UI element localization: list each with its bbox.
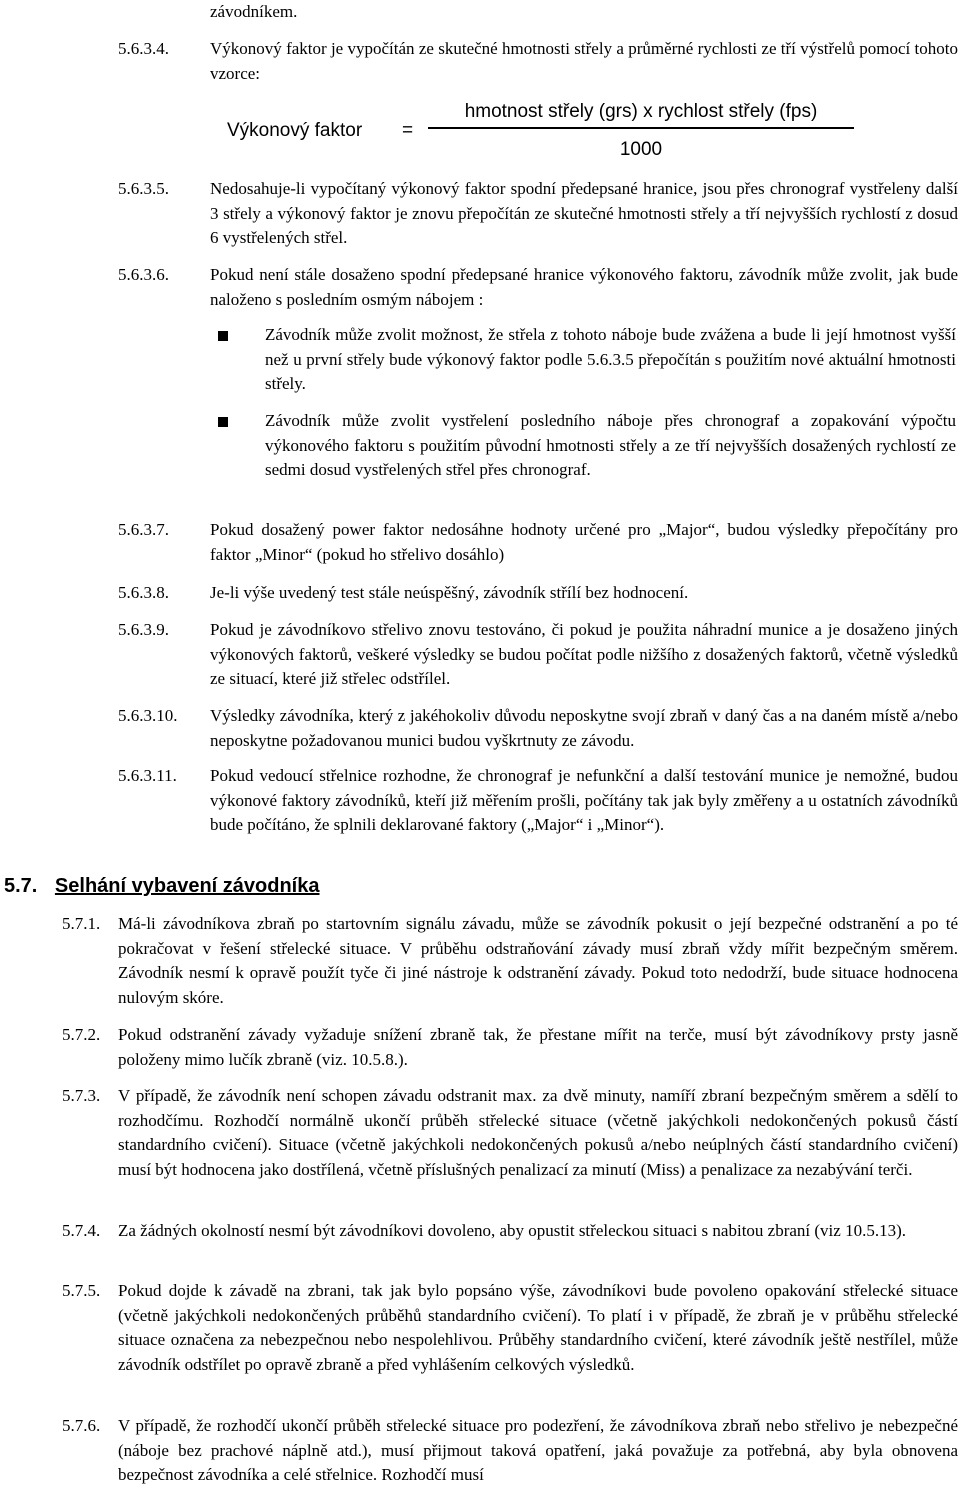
paragraph-number: 5.7.6. [62,1416,101,1435]
paragraph-5-6-3-9 [118,618,958,692]
paragraph-text: Pokud dosažený power faktor nedosáhne hodnoty určené pro „Major“, budou výsledky přepočítány pro faktor „Minor“ (pokud ho střelivo dosáhlo) [210,520,958,564]
paragraph-text: Pokud není stále dosaženo spodní předepsané hranice výkonového faktoru, závodník může zvolit, jak bude naloženo s posledním osmým nábojem : [210,265,958,309]
section-heading-5-7 [4,874,319,898]
paragraph-number: 5.7.1. [62,914,101,933]
square-bullet-icon [218,331,228,341]
formula-lhs: Výkonový faktor [227,120,363,141]
paragraph-5-7-5 [62,1279,958,1377]
paragraph-text: Za žádných okolností nesmí být závodníkovi dovoleno, aby opustit střeleckou situaci s nabitou zbraní (viz 10.5.13). [118,1221,906,1240]
paragraph-text: Výsledky závodníka, který z jakéhokoliv důvodu neposkytne svojí zbraň v daný čas a na daném místě a/nebo neposkytne požadovanou munici budou vyškrtnuty ze závodu. [210,706,958,750]
paragraph-number: 5.6.3.6. [118,265,169,284]
paragraph-text: V případě, že závodník není schopen závadu odstranit max. za dvě minuty, namíří zbraní bezpečným směrem a sdělí to rozhodčímu. Rozhodčí normálně ukončí průběh střelecké situace (včetně jakýchkoli nedokončených pokusů částí standardního cvičení). Situace (včetně jakýchkoli nedokončených pokusů a/nebo neúplných částí standardního cvičení) musí být hodnocena jako dostřílená, včetně příslušných penalizací za minutí (Miss) a penalizace za nezabývání terči. [118,1086,958,1179]
paragraph-text: Nedosahuje-li vypočítaný výkonový faktor spodní předepsané hranice, jsou přes chronograf vystřeleny další 3 střely a výkonový faktor je znovu přepočítán ze skutečné hmotnosti střely a tří nejvyšších rychlostí z dosud 6 vystřelených střel. [210,179,958,248]
paragraph-5-6-3-7 [118,518,958,567]
fraction-bar [428,127,854,129]
paragraph-5-6-3-11 [118,764,958,838]
paragraph-number: 5.6.3.11. [118,766,177,785]
paragraph-number: 5.6.3.10. [118,706,178,725]
paragraph-number: 5.6.3.7. [118,520,169,539]
paragraph-5-7-1 [62,912,958,1010]
paragraph-number: 5.7.5. [62,1281,101,1300]
paragraph-5-6-3-5 [118,177,958,251]
section-title: Selhání vybavení závodníka [54,875,320,897]
paragraph-number: 5.6.3.9. [118,620,169,639]
paragraph-text: Pokud je závodníkovo střelivo znovu testováno, či pokud je použita náhradní munice a je dosaženo jiných výkonových faktorů, veškeré výsledky se budou počítat podle nižšího z dosažených faktorů, včetně výsledků ze situací, které již střelec odstřílel. [210,620,958,689]
paragraph-text: Pokud dojde k závadě na zbrani, tak jak bylo popsáno výše, závodníkovi bude povoleno opakování střelecké situace (včetně jakýchkoli nedokončených průběhů standardního cvičení). To platí i v případě, že zbraň je v průběhu střelecké situace označena za nebezpečnou nebo nespolehlivou. Průběhy standardního cvičení, které závodník ještě nestřílel, může závodník odstřílet po opravě zbraně a před vyhlášením celkových výsledků. [118,1281,958,1374]
bullet-item [218,323,956,397]
formula-equals: = [402,120,414,141]
bullet-item [218,409,956,507]
paragraph-number: 5.6.3.4. [118,39,169,58]
paragraph-5-6-3-6 [118,263,958,312]
paragraph-text: Pokud odstranění závady vyžaduje snížení zbraně tak, že přestane mířit na terče, musí být závodníkovy prsty jasně položeny mimo lučík zbraně (viz. 10.5.8.). [118,1025,958,1069]
bullet-text: Závodník může zvolit možnost, že střela z tohoto náboje bude zvážena a bude li její hmotnost vyšší než u první střely bude výkonový faktor podle 5.6.3.5 přepočítán s použitím nové aktuální hmotnosti střely. [265,325,956,394]
section-number: 5.7. [4,875,38,897]
paragraph-number: 5.6.3.5. [118,179,169,198]
paragraph-text: Je-li výše uvedený test stále neúspěšný, závodník střílí bez hodnocení. [210,583,689,602]
formula-numerator: hmotnost střely (grs) x rychlost střely (fps) [464,101,818,122]
paragraph-5-7-4 [62,1219,958,1244]
continuation-text: závodníkem. [210,2,298,21]
paragraph-5-6-3-8 [118,581,958,606]
paragraph-5-7-3 [62,1084,958,1182]
bullet-text: Závodník může zvolit vystřelení posledního náboje přes chronograf a zopakování výpočtu výkonového faktoru s použitím původní hmotnosti střely a ze tří nejvyšších dosažených rychlostí ze sedmi dosud vystřelených střel přes chronograf. [265,411,956,480]
paragraph-text: Pokud vedoucí střelnice rozhodne, že chronograf je nefunkční a další testování munice je nemožné, budou výkonové faktory závodníků, kteří již měřením prošli, počítány tak jak byly změřeny a u ostatních závodníků bude počítáno, že splnili deklarované faktory („Major“ i „Minor“). [210,766,958,835]
formula-denominator: 1000 [619,139,663,160]
square-bullet-icon [218,417,228,427]
paragraph-text: Má-li závodníkova zbraň po startovním signálu závadu, může se závodník pokusit o její bezpečné odstranění a po té pokračovat v řešení střelecké situace. V průběhu odstraňování závady musí zbraň vždy mířit bezpečným směrem. Závodník nesmí k opravě použít tyče či jiné nástroje k odstranění závady. Pokud toto nedodrží, bude situace hodnocena nulovým skóre. [118,914,958,1007]
paragraph-number: 5.7.2. [62,1025,101,1044]
paragraph-5-7-6 [62,1414,958,1488]
paragraph-5-6-3-4 [118,37,958,86]
paragraph-5-7-2 [62,1023,958,1072]
paragraph-number: 5.7.4. [62,1221,101,1240]
paragraph-text: V případě, že rozhodčí ukončí průběh střelecké situace pro podezření, že závodníkova zbraň nebo střelivo je nebezpečné (náboje bez prachové náplně atd.), musí přijmout taková opatření, jaká považuje za potřebná, aby byla obnovena bezpečnost závodníka a celé střelnice. Rozhodčí musí [118,1416,958,1485]
paragraph-number: 5.6.3.8. [118,583,169,602]
paragraph-5-6-3-10 [118,704,958,753]
paragraph-text: Výkonový faktor je vypočítán ze skutečné hmotnosti střely a průměrné rychlosti ze tří výstřelů pomocí tohoto vzorce: [210,39,958,83]
paragraph-number: 5.7.3. [62,1086,101,1105]
